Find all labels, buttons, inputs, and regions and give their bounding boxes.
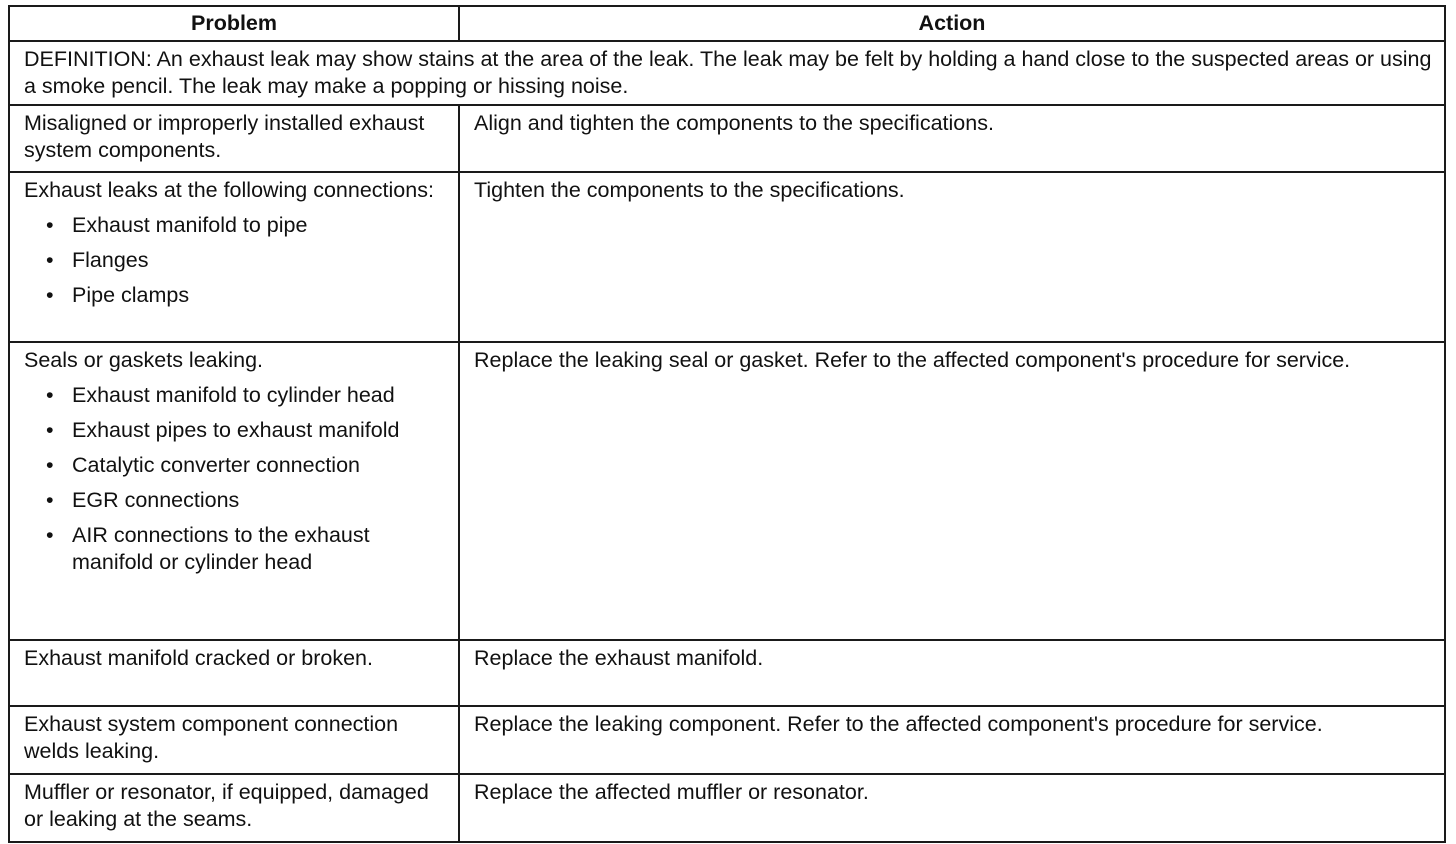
problem-cell bbox=[9, 342, 459, 640]
list-item: • Exhaust pipes to exhaust manifold bbox=[24, 417, 446, 444]
table-row bbox=[9, 172, 1445, 342]
action-cell: Replace the affected muffler or resonator. bbox=[459, 774, 1445, 842]
definition-row bbox=[9, 41, 1445, 105]
bullet-list bbox=[24, 382, 446, 576]
table-row bbox=[9, 774, 1445, 842]
bullet-list bbox=[24, 212, 446, 309]
list-item: • AIR connections to the exhaust manifold or cylinder head bbox=[24, 522, 446, 576]
action-header: Action bbox=[459, 6, 1445, 41]
problem-text: Seals or gaskets leaking. bbox=[24, 348, 264, 372]
action-cell: Replace the leaking seal or gasket. Refer to the affected component's procedure for service. bbox=[459, 342, 1445, 640]
action-cell: Tighten the components to the specifications. bbox=[459, 172, 1445, 342]
table-row bbox=[9, 706, 1445, 774]
action-cell: Replace the leaking component. Refer to the affected component's procedure for service. bbox=[459, 706, 1445, 774]
problem-cell: Exhaust system component connection welds leaking. bbox=[9, 706, 459, 774]
list-item: • Exhaust manifold to cylinder head bbox=[24, 382, 446, 409]
table-row bbox=[9, 640, 1445, 706]
problem-cell: Misaligned or improperly installed exhaust system components. bbox=[9, 105, 459, 172]
problem-cell: Exhaust manifold cracked or broken. bbox=[9, 640, 459, 706]
problem-header: Problem bbox=[9, 6, 459, 41]
definition-text: DEFINITION: An exhaust leak may show stains at the area of the leak. The leak may be felt by holding a hand close to the suspected areas or using a smoke pencil. The leak may make a popping or hissing noise. bbox=[9, 41, 1445, 105]
action-cell: Replace the exhaust manifold. bbox=[459, 640, 1445, 706]
list-item: • EGR connections bbox=[24, 487, 446, 514]
problem-cell bbox=[9, 172, 459, 342]
table-row bbox=[9, 105, 1445, 172]
list-item: • Pipe clamps bbox=[24, 282, 446, 309]
diagnostic-table bbox=[8, 5, 1446, 843]
header-row bbox=[9, 6, 1445, 41]
problem-text: Exhaust leaks at the following connections: bbox=[24, 178, 434, 202]
list-item: • Exhaust manifold to pipe bbox=[24, 212, 446, 239]
table-row bbox=[9, 342, 1445, 640]
list-item: • Flanges bbox=[24, 247, 446, 274]
problem-cell: Muffler or resonator, if equipped, damaged or leaking at the seams. bbox=[9, 774, 459, 842]
action-cell: Align and tighten the components to the specifications. bbox=[459, 105, 1445, 172]
list-item: • Catalytic converter connection bbox=[24, 452, 446, 479]
